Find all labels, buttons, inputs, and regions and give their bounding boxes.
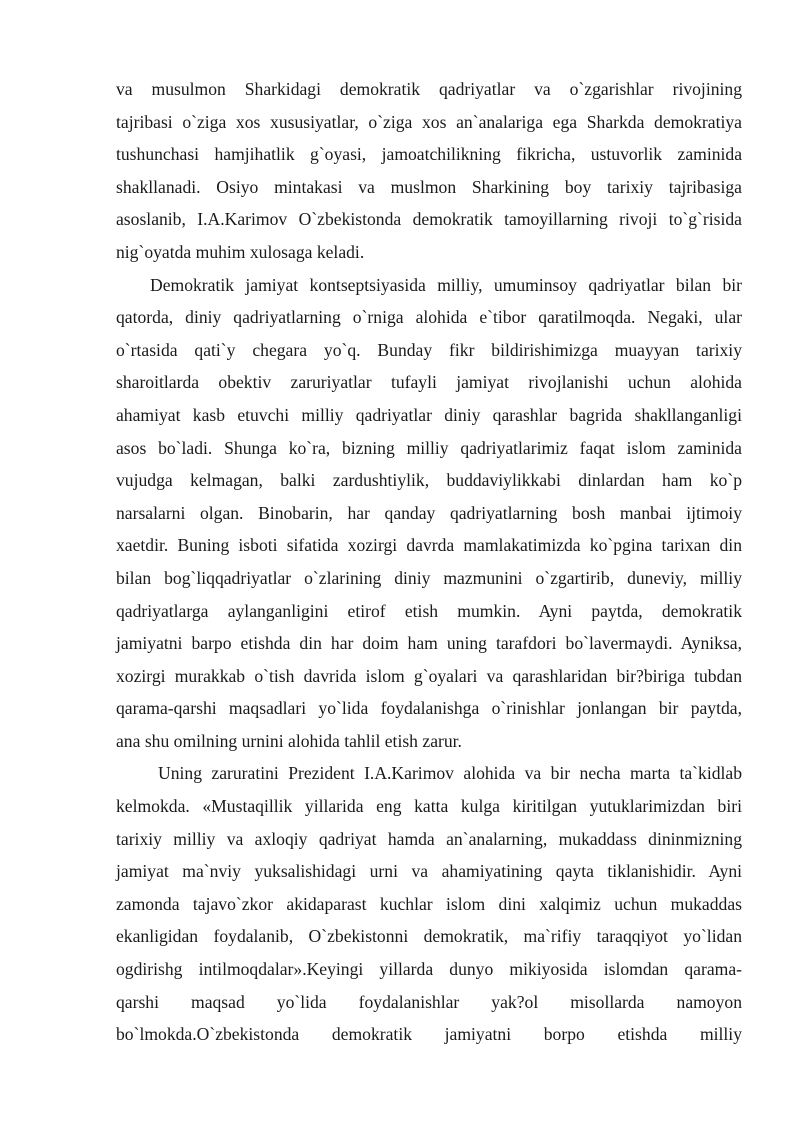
text-line: jamiyatni barpo etishda din har doim ham uning tarafdori bo`lavermaydi. Ayniksa, [116, 633, 742, 654]
text-line: jamiyat ma`nviy yuksalishidagi urni va ahamiyatining qayta tiklanishidir. Ayni [116, 861, 742, 882]
text-line: ekanligidan foydalanib, O`zbekistonni demokratik, ma`rifiy taraqqiyot yo`lidan [116, 926, 742, 947]
paragraph-3 [116, 757, 742, 1050]
text-line: qatorda, diniy qadriyatlarning o`rniga alohida e`tibor qaratilmoqda. Negaki, ular [116, 307, 742, 328]
text-line: Uning zaruratini Prezident I.A.Karimov alohida va bir necha marta ta`kidlab [158, 763, 742, 784]
text-line: o`rtasida qati`y chegara yo`q. Bunday fikr bildirishimizga muayyan tarixiy [116, 339, 742, 360]
text-line: sharoitlarda obektiv zaruriyatlar tufayli jamiyat rivojlanishi uchun alohida [116, 372, 742, 393]
paragraph-2 [116, 269, 742, 758]
text-line: asos bo`ladi. Shunga ko`ra, bizning milliy qadriyatlarimiz faqat islom zaminida [116, 437, 742, 458]
paragraph-1 [116, 73, 742, 269]
text-line: tushunchasi hamjihatlik g`oyasi, jamoatchilikning fikricha, ustuvorlik zaminida [116, 144, 742, 165]
text-line: ogdirishg intilmoqdalar».Keyingi yillarda dunyo mikiyosida islomdan qarama- [116, 959, 742, 980]
text-line: vujudga kelmagan, balki zardushtiylik, buddaviylikkabi dinlardan ham ko`p [116, 470, 742, 491]
text-line: ana shu omilning urnini alohida tahlil etish zarur. [116, 730, 462, 751]
text-line: tarixiy milliy va axloqiy qadriyat hamda an`analarning, mukaddass dininmizning [116, 828, 742, 849]
text-line: Demokratik jamiyat kontseptsiyasida milliy, umuminsoy qadriyatlar bilan bir [150, 274, 742, 295]
text-line: xozirgi murakkab o`tish davrida islom g`oyalari va qarashlaridan bir?biriga tubdan [116, 665, 742, 686]
text-line: nig`oyatda muhim xulosaga keladi. [116, 241, 365, 262]
text-line: zamonda tajavo`zkor akidaparast kuchlar islom dini xalqimiz uchun mukaddas [116, 893, 742, 914]
text-line: xaetdir. Buning isboti sifatida xozirgi davrda mamlakatimizda ko`pgina tarixan din [116, 535, 742, 556]
text-line: qarshi maqsad yo`lida foydalanishlar yak?ol misollarda namoyon [116, 991, 742, 1012]
text-line: qadriyatlarga aylanganligini etirof etish mumkin. Ayni paytda, demokratik [116, 600, 742, 621]
text-line: bo`lmokda.O`zbekistonda demokratik jamiyatni borpo etishda milliy [116, 1024, 742, 1045]
text-line: qarama-qarshi maqsadlari yo`lida foydalanishga o`rinishlar jonlangan bir paytda, [116, 698, 742, 719]
body-text [116, 73, 742, 1051]
text-line: kelmokda. «Mustaqillik yillarida eng katta kulga kiritilgan yutuklarimizdan biri [116, 796, 742, 817]
text-line: va musulmon Sharkidagi demokratik qadriyatlar va o`zgarishlar rivojining [116, 79, 742, 99]
text-line: shakllanadi. Osiyo mintakasi va muslmon Sharkining boy tarixiy tajribasiga [116, 176, 742, 197]
text-line: narsalarni olgan. Binobarin, har qanday qadriyatlarning bosh manbai ijtimoiy [116, 502, 742, 523]
text-line: tajribasi o`ziga xos xususiyatlar, o`ziga xos an`analariga ega Sharkda demokratiya [116, 111, 742, 132]
text-line: asoslanib, I.A.Karimov O`zbekistonda demokratik tamoyillarning rivoji to`g`risida [116, 209, 742, 230]
text-line: ahamiyat kasb etuvchi milliy qadriyatlar diniy qarashlar bagrida shakllanganligi [116, 404, 742, 425]
text-line: bilan bog`liqqadriyatlar o`zlarining diniy mazmunini o`zgartirib, duneviy, milliy [116, 567, 742, 588]
